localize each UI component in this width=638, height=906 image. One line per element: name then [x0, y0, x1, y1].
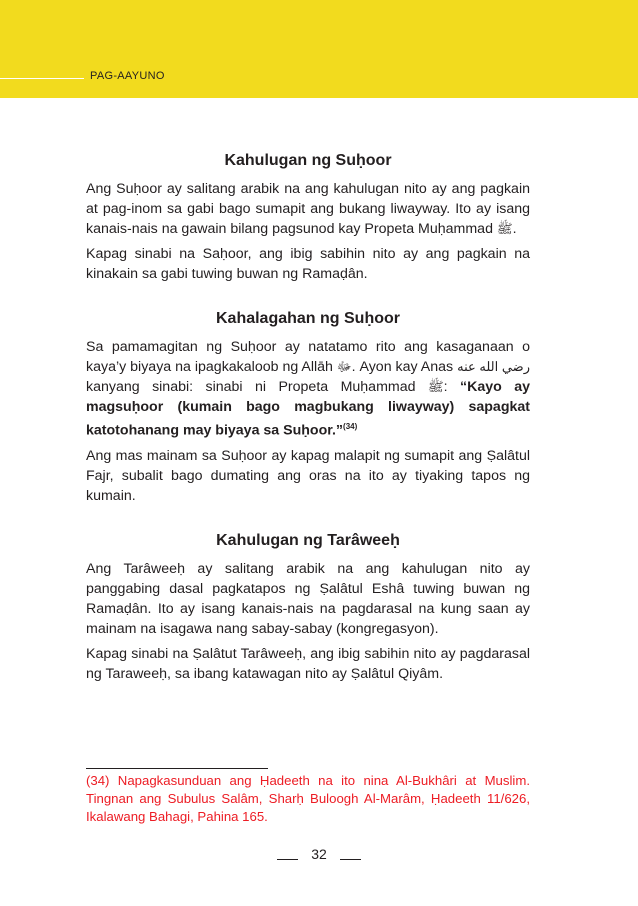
footnote: (34) Napagkasunduan ang Ḥadeeth na ito nina Al-Bukhâri at Muslim. Tingnan ang Subulus Salâm, Sharḥ Buloogh Al-Marâm, Ḥadeeth 11/626, Ikalawang Bahagi, Pahina 165. — [86, 773, 530, 824]
section-title: Kahulugan ng Suḥoor — [224, 152, 392, 169]
honorific-glyph: ﷺ — [427, 379, 444, 394]
footnote-ref: (34) — [343, 422, 358, 431]
section-title: Kahalagahan ng Suḥoor — [215, 310, 400, 327]
section-suhoor-meaning — [86, 150, 530, 284]
page-number: 32 — [311, 846, 327, 862]
header-band — [0, 0, 638, 98]
paragraph: Ang mas mainam sa Suḥoor ay kapag malapit ng sumapit ang Ṣalâtul Fajr, subalit bago dumating ang oras na ito ay tiyaking tapos ng kumain. — [86, 447, 530, 504]
paragraph: Sa pamamagitan ng Suḥoor ay natatamo rito ang kasaganaan o kaya’y biyaya na ipagkakaloob ng Allāh ﷻ. Ayon kay Anas رضي الله عنه kanyang sinabi: sinabi ni Propeta Muḥammad ﷺ: “Kayo ay magsuḥoor (kumain bago magbukang liwayway) sapagkat katotohanang may biyaya sa Suḥoor.”$^{(34)}$ — [86, 339, 530, 439]
paragraph: Kapag sinabi na Saḥoor, ang ibig sabihin nito ay ang pagkain na kinakain sa gabi tuwing buwan ng Ramaḍân. — [86, 246, 530, 282]
section-suhoor-importance — [86, 308, 530, 506]
footnote-rule — [86, 768, 268, 769]
running-header: PAG-AAYUNO — [90, 70, 165, 82]
honorific-glyph: ﷻ — [336, 359, 352, 374]
section-taraweeh-meaning — [86, 530, 530, 684]
page-content — [86, 150, 530, 684]
honorific-glyph: رضي الله عنه — [457, 359, 530, 374]
paragraph: Kapag sinabi na Ṣalâtut Tarâweeḥ, ang ibig sabihin nito ay pagdarasal ng Taraweeḥ, sa ibang katawagan nito ay Ṣalâtul Qiyâm. — [86, 645, 530, 682]
header-rule — [0, 78, 84, 79]
section-title: Kahulugan ng Tarâweeḥ — [216, 531, 400, 549]
paragraph: Ang Suḥoor ay salitang arabik na ang kahulugan nito ay ang pagkain at pag-inom sa gabi bago sumapit ang bukang liwayway. Ito ay isang kanais-nais na gawain bilang pagsunod kay Propeta Muḥammad ﷺ. — [86, 181, 530, 237]
page-number-rule-right — [340, 859, 361, 860]
hadith-quote: “Kayo ay magsuḥoor (kumain bago magbukang liwayway) sapagkat katotohanang may biyaya sa Suḥoor.” — [86, 379, 530, 439]
paragraph: Ang Tarâweeḥ ay salitang arabik na ang kahulugan nito ay panggabing dasal pagkatapos ng Ṣalâtul Eshâ tuwing buwan ng Ramaḍân. Ito ay isang kanais-nais na pagdarasal na kung saan ay mainam na isagawa nang sabay-sabay (kongregasyon). — [86, 560, 530, 637]
honorific-glyph: ﷺ — [496, 221, 513, 236]
